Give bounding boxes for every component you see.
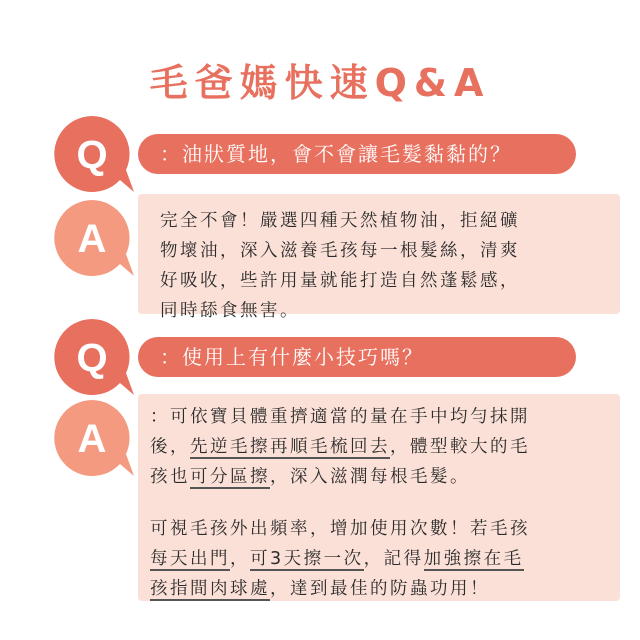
answer-2-highlight: 孩指間肉球處: [150, 579, 270, 599]
answer-bubble-letter: A: [77, 417, 107, 461]
answer-2-text: 後，: [150, 437, 190, 457]
answer-2-text: ，記得: [363, 549, 424, 569]
answer-2-line: [150, 544, 620, 574]
answer-2-text: ，: [230, 549, 250, 569]
answer-2-highlight: 先逆毛擦再順毛梳回去: [190, 437, 390, 457]
answer-1-line: 好吸收，些許用量就能打造自然蓬鬆感，: [160, 271, 520, 291]
answer-2-highlight: 可3天擦一次: [250, 549, 364, 569]
answer-2-text: ，深入滋潤每根毛髮。: [270, 467, 470, 487]
answer-1-line: 完全不會！嚴選四種天然植物油，拒絕礦: [160, 211, 520, 231]
question-2-pill: [138, 337, 576, 377]
answer-2-box: [138, 394, 620, 601]
answer-1-line: 同時舔食無害。: [160, 301, 300, 321]
answer-1-box: [138, 194, 620, 321]
answer-1-line: 物壞油，深入滋養毛孩每一根髮絲，清爽: [160, 241, 520, 261]
page-title: 毛爸媽快速Q&A: [149, 61, 491, 105]
answer-2-highlight: 每天出門: [150, 549, 230, 569]
question-1-text: ：油狀質地，會不會讓毛髮黏黏的？: [160, 142, 512, 166]
question-bubble-icon: [50, 112, 134, 196]
answer-bubble-icon: [50, 196, 134, 280]
answer-2-highlight: 加強擦在毛: [423, 549, 524, 569]
answer-2-text: 孩也: [150, 467, 190, 487]
answer-2-text: ，達到最佳的防蟲功用！: [270, 579, 490, 599]
answer-bubble-letter: A: [77, 217, 107, 261]
question-bubble-letter: Q: [76, 336, 108, 380]
answer-bubble-icon: [50, 396, 134, 480]
question-2-text: ：使用上有什麼小技巧嗎？: [160, 345, 424, 369]
answer-2-line: [150, 432, 620, 462]
answer-2-line: [150, 462, 620, 492]
question-1-pill: [138, 134, 576, 174]
answer-2-line: [150, 574, 620, 604]
answer-2-text: 可視毛孩外出頻率，增加使用次數！若毛孩: [150, 519, 530, 539]
question-bubble-icon: [50, 315, 134, 399]
answer-2-line: [150, 402, 620, 432]
answer-2-highlight: 可分區擦: [190, 467, 270, 487]
answer-2-text: ，體型較大的毛: [390, 437, 530, 457]
question-bubble-letter: Q: [76, 133, 108, 177]
answer-2-text: ：可依寶貝體重擠適當的量在手中均勻抹開: [150, 407, 530, 427]
answer-2-line: [150, 514, 620, 544]
